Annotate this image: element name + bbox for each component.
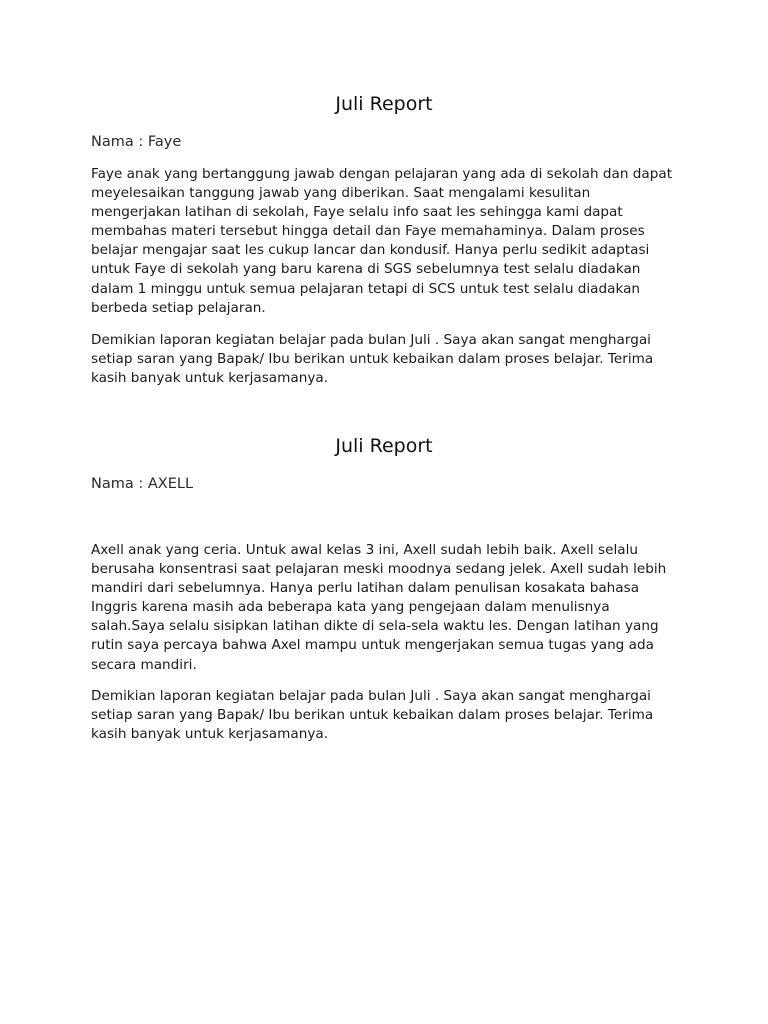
student-name-container <box>91 474 677 494</box>
student-name: Nama : Faye <box>91 134 182 150</box>
student-name-container <box>91 132 677 152</box>
report-title-container <box>91 92 677 116</box>
student-name: Nama : AXELL <box>91 476 194 492</box>
closing-paragraph: Demikian laporan kegiatan belajar pada bulan Juli . Saya akan sangat menghargai setiap saran yang Bapak/ Ibu berikan untuk kebaikan dalam proses belajar. Terima kasih banyak untuk kerjasamanya. <box>91 688 654 743</box>
report-body-paragraph <box>91 541 677 675</box>
report-closing-paragraph <box>91 687 677 744</box>
closing-paragraph: Demikian laporan kegiatan belajar pada bulan Juli . Saya akan sangat menghargai setiap saran yang Bapak/ Ibu berikan untuk kebaikan dalam proses belajar. Terima kasih banyak untuk kerjasamanya. <box>91 332 654 387</box>
report-title: Juli Report <box>335 435 433 457</box>
report-title: Juli Report <box>335 93 433 115</box>
report-body-paragraph <box>91 165 677 318</box>
report-title-container <box>91 434 677 458</box>
report-paragraph: Faye anak yang bertanggung jawab dengan pelajaran yang ada di sekolah dan dapat meyelesaikan tanggung jawab yang diberikan. Saat mengalami kesulitan mengerjakan latihan di sekolah, Faye selalu info saat les sehingga kami dapat membahas materi tersebut hingga detail dan Faye memahaminya. Dalam proses belajar mengajar saat les cukup lancar dan kondusif. Hanya perlu sedikit adaptasi untuk Faye di sekolah yang baru karena di SGS sebelumnya test selalu diadakan dalam 1 minggu untuk semua pelajaran tetapi di SCS untuk test selalu diadakan berbeda setiap pelajaran. <box>91 166 673 316</box>
report-closing-paragraph <box>91 331 677 388</box>
report-paragraph: Axell anak yang ceria. Untuk awal kelas 3 ini, Axell sudah lebih baik. Axell selalu berusaha konsentrasi saat pelajaran meski moodnya sedang jelek. Axell sudah lebih mandiri dari sebelumnya. Hanya perlu latihan dalam penulisan kosakata bahasa Inggris karena masih ada beberapa kata yang pengejaan dalam menulisnya salah.Saya selalu sisipkan latihan dikte di sela-sela waktu les. Dengan latihan yang rutin saya percaya bahwa Axel mampu untuk mengerjakan semua tugas yang ada secara mandiri. <box>91 542 667 673</box>
